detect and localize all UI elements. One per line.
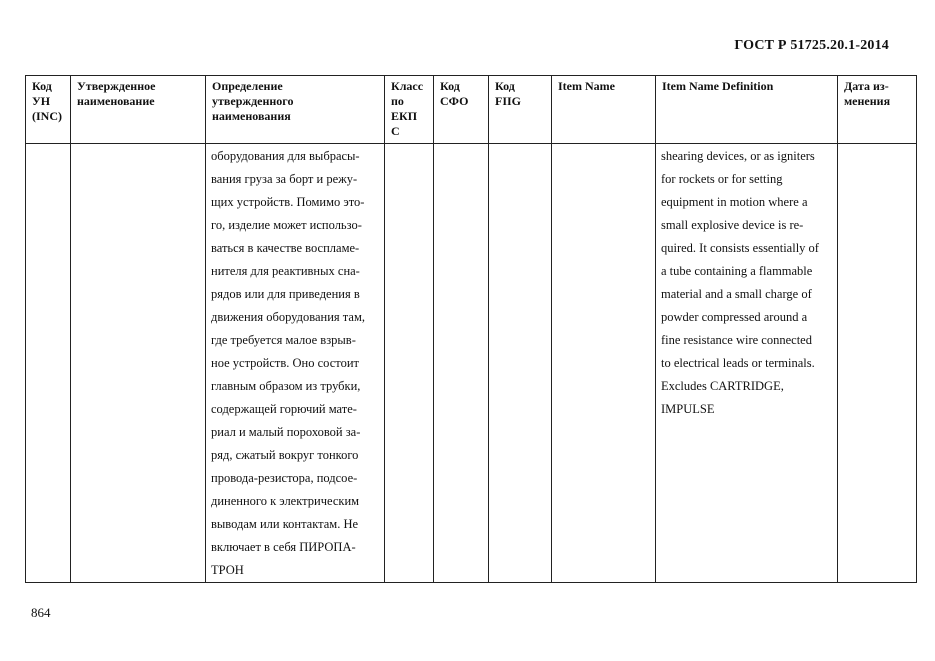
cell-change-date — [838, 144, 917, 583]
text-line: shearing devices, or as igniters — [661, 149, 815, 163]
header-line: Item Name — [558, 79, 615, 93]
text-line: fine resistance wire connected — [661, 333, 812, 347]
text-line: ное устройств. Оно состоит — [211, 356, 359, 370]
text-line: диненного к электрическим — [211, 494, 360, 508]
header-fiig-code — [489, 76, 552, 144]
text-line: for rockets or for setting — [661, 172, 783, 186]
header-item-name-definition — [656, 76, 838, 144]
text-line: выводам или контактам. Не — [211, 517, 359, 531]
header-line: Item Name Definition — [662, 79, 774, 93]
header-item-name — [552, 76, 656, 144]
page-number: 864 — [31, 605, 51, 620]
cell-approved-name — [71, 144, 206, 583]
text-line: powder compressed around a — [661, 310, 808, 324]
header-line: (INC) — [32, 109, 62, 123]
table-header-row — [26, 76, 917, 144]
header-line: Код — [495, 79, 515, 93]
header-line: менения — [844, 94, 891, 108]
cell-ekps-class — [385, 144, 434, 583]
text-line: quired. It consists essentially of — [661, 241, 819, 255]
header-line: по — [391, 94, 404, 108]
header-change-date — [838, 76, 917, 144]
text-line: ТРОН — [211, 563, 244, 577]
header-ekps-class — [385, 76, 434, 144]
text-line: Excludes CARTRIDGE, — [661, 379, 784, 393]
cell-definition-en — [656, 144, 838, 583]
document-standard-code: ГОСТ Р 51725.20.1-2014 — [734, 38, 889, 53]
header-line: Определение — [212, 79, 283, 93]
cell-sfo-code — [434, 144, 489, 583]
header-line: Код — [440, 79, 460, 93]
header-line: Дата из- — [844, 79, 889, 93]
header-approved-name — [71, 76, 206, 144]
text-line: small explosive device is re- — [661, 218, 804, 232]
header-line: С — [391, 124, 400, 138]
item-name-table — [25, 75, 917, 583]
header-line: Код — [32, 79, 52, 93]
header-approved-name-definition — [206, 76, 385, 144]
text-line: IMPULSE — [661, 402, 715, 416]
header-inc-code — [26, 76, 71, 144]
header-line: FIIG — [495, 94, 522, 108]
text-line: где требуется малое взрыв- — [211, 333, 356, 347]
cell-item-name — [552, 144, 656, 583]
text-line: содержащей горючий мате- — [211, 402, 357, 416]
header-sfo-code — [434, 76, 489, 144]
text-line: главным образом из трубки, — [211, 379, 361, 393]
text-line: вания груза за борт и режу- — [211, 172, 358, 186]
text-line: движения оборудования там, — [211, 310, 365, 324]
text-line: ряд, сжатый вокруг тонкого — [211, 448, 359, 462]
header-line: Утвержденное — [77, 79, 156, 93]
text-line: рядов или для приведения в — [211, 287, 360, 301]
text-line: провода-резистора, подсое- — [211, 471, 358, 485]
header-line: ЕКП — [391, 109, 418, 123]
cell-fiig-code — [489, 144, 552, 583]
table-row — [26, 144, 917, 583]
text-line: material and a small charge of — [661, 287, 812, 301]
text-line: a tube containing a flammable — [661, 264, 813, 278]
header-line: УН — [32, 94, 51, 108]
text-line: нителя для реактивных сна- — [211, 264, 360, 278]
header-line: утвержденного — [212, 94, 294, 108]
text-line: equipment in motion where a — [661, 195, 808, 209]
text-line: го, изделие может использо- — [211, 218, 362, 232]
cell-inc-code — [26, 144, 71, 583]
header-line: Класс — [391, 79, 424, 93]
header-line: СФО — [440, 94, 469, 108]
text-line: щих устройств. Помимо это- — [211, 195, 365, 209]
cell-definition-ru — [206, 144, 385, 583]
text-line: включает в себя ПИРОПА- — [211, 540, 356, 554]
text-line: ваться в качестве воспламе- — [211, 241, 360, 255]
header-line: наименование — [77, 94, 155, 108]
text-line: риал и малый пороховой за- — [211, 425, 361, 439]
text-line: to electrical leads or terminals. — [661, 356, 815, 370]
text-line: оборудования для выбрасы- — [211, 149, 360, 163]
header-line: наименования — [212, 109, 291, 123]
